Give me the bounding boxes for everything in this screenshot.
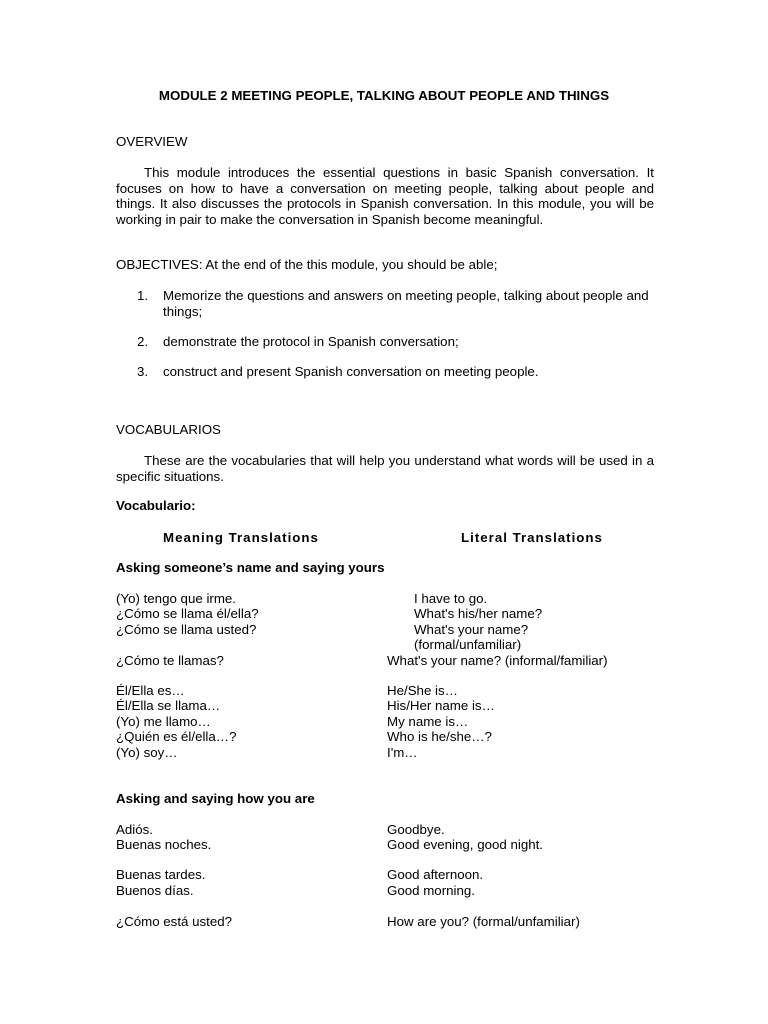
english-translation: He/She is…	[387, 683, 458, 698]
english-translation: I'm…	[387, 745, 418, 760]
spanish-phrase: (Yo) tengo que irme.	[116, 591, 236, 606]
english-translation: Goodbye.	[387, 822, 445, 837]
overview-paragraph	[116, 165, 654, 227]
spanish-phrase: Él/Ella se llama…	[116, 698, 221, 713]
section-heading-names: Asking someone’s name and saying yours	[116, 560, 385, 575]
english-translation: I have to go.	[414, 591, 488, 606]
spanish-phrase: (Yo) soy…	[116, 745, 178, 760]
vocabularios-intro-text: These are the vocabularies that will help you understand what words will be used in a specific situations.	[116, 453, 654, 484]
english-translation: What's your name?	[414, 622, 529, 637]
objectives-heading: OBJECTIVES: At the end of the this module, you should be able;	[116, 257, 498, 272]
english-translation: His/Her name is…	[387, 698, 495, 713]
spanish-phrase: Buenas noches.	[116, 837, 212, 852]
spanish-phrase: ¿Cómo se llama usted?	[116, 622, 257, 637]
spanish-phrase: Buenas tardes.	[116, 867, 206, 882]
document-title: MODULE 2 MEETING PEOPLE, TALKING ABOUT PEOPLE AND THINGS	[158, 88, 610, 103]
spanish-phrase: ¿Cómo se llama él/ella?	[116, 606, 259, 621]
objective-number: 3.	[137, 364, 149, 379]
vocabularios-heading: VOCABULARIOS	[116, 422, 221, 437]
column-header-literal: Literal Translations	[461, 530, 603, 545]
spanish-phrase: Adiós.	[116, 822, 153, 837]
objective-text: construct and present Spanish conversation on meeting people.	[163, 364, 539, 379]
spanish-phrase: ¿Cómo está usted?	[116, 914, 233, 929]
vocabularios-intro	[116, 453, 654, 484]
english-translation: Good evening, good night.	[387, 837, 543, 852]
english-translation: My name is…	[387, 714, 469, 729]
vocabulario-subheading: Vocabulario:	[116, 498, 196, 513]
objective-text: demonstrate the protocol in Spanish conversation;	[163, 334, 459, 349]
english-translation: What's his/her name?	[414, 606, 543, 621]
english-translation: Good afternoon.	[387, 867, 484, 882]
english-translation: What's your name? (informal/familiar)	[387, 653, 608, 668]
spanish-phrase: Él/Ella es…	[116, 683, 185, 698]
english-translation: Who is he/she…?	[387, 729, 492, 744]
english-translation-note: (formal/unfamiliar)	[414, 637, 522, 652]
spanish-phrase: ¿Cómo te llamas?	[116, 653, 224, 668]
overview-text: This module introduces the essential questions in basic Spanish conversation. It focuses on how to have a conversation on meeting people, talking about people and things. It also discusses the protocols in Spanish conversation. In this module, you will be working in pair to make the conversation in Spanish become meaningful.	[116, 165, 654, 227]
objective-text: Memorize the questions and answers on meeting people, talking about people and things;	[163, 288, 649, 319]
spanish-phrase: ¿Quién es él/ella…?	[116, 729, 237, 744]
objective-number: 1.	[137, 288, 149, 303]
objective-number: 2.	[137, 334, 149, 349]
column-header-meaning: Meaning Translations	[163, 530, 319, 545]
english-translation: Good morning.	[387, 883, 475, 898]
english-translation: How are you? (formal/unfamiliar)	[387, 914, 580, 929]
spanish-phrase: (Yo) me llamo…	[116, 714, 211, 729]
section-heading-how-are-you: Asking and saying how you are	[116, 791, 315, 806]
overview-heading: OVERVIEW	[116, 134, 188, 149]
spanish-phrase: Buenos días.	[116, 883, 194, 898]
